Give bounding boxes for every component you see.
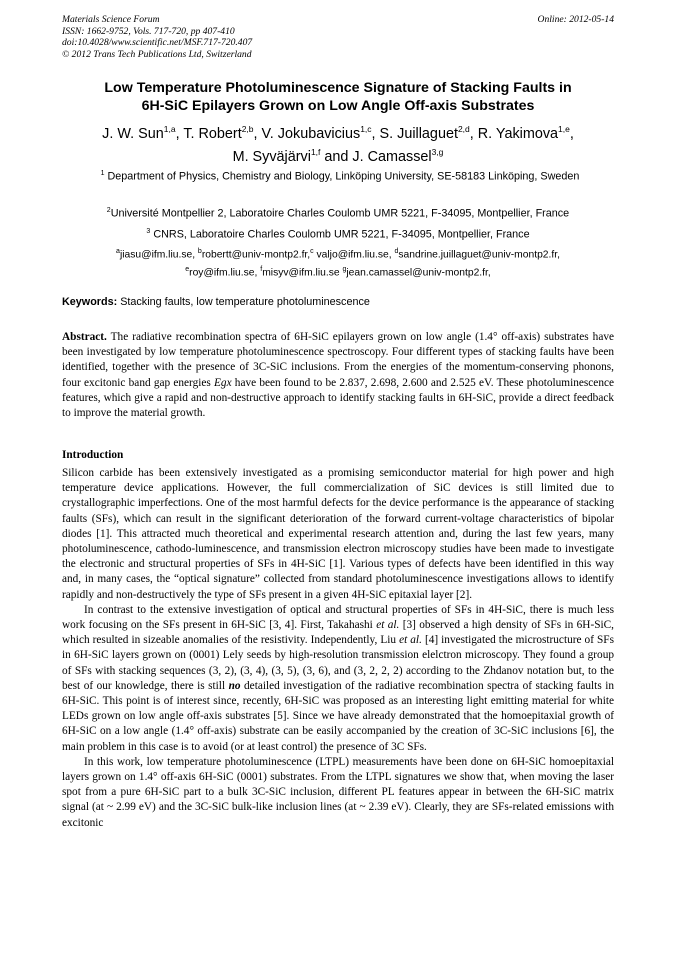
email-mark: b: [197, 248, 202, 255]
author-name: J. Camassel: [352, 149, 432, 166]
affiliation-text: Department of Physics, Chemistry and Biology, Linköping University, SE-58183 Linköping, Sweden: [107, 170, 580, 183]
keywords-text: Stacking faults, low temperature photoluminescence: [117, 296, 370, 308]
affiliation-number: 2: [106, 207, 111, 214]
intro-paragraph-1: Silicon carbide has been extensively investigated as a promising semiconductor material for high power and high temperature device applications. However, the full commercialization of SiC devices is still limited due to crystallographic imperfections. One of the most harmful defects for the device performance is the appearance of stacking faults (SFs), which can result in the significant deterioration of the forward current-voltage characteristics of bipolar diodes [1]. This attracted much theoretical and experimental research attention and, during the last few years, many photoluminescence, cathodo-luminescence, and transmission electron microscopy studies have been made to investigate the electronic and structural properties of SFs in 4H-SiC [1]. Various types of defects have been identified in this way and, in many cases, the “optical signature” collected from standard photoluminescence investigations allows to identify rapidly and non-destructively the type of SFs present in a given 4H-SiC epitaxial layer [2].: [62, 467, 614, 601]
affiliation-number: 1: [100, 170, 105, 177]
author-separator: ,: [469, 125, 478, 142]
author: [262, 126, 380, 142]
paragraph-text: detailed investigation of the radiative recombination spectra of stacking faults in 6H-SiC. This point is of interest since, recently, 6H-SiC was proposed as an interesting light emitting material for white LEDs grown on low angle off-axis substrates [5]. Since we have already demonstrated that the homoepitaxial growth of 6H-SiC on a low angle (1.4° off-axis) substrate can be easily accompanied by the creation of 3C-SiC inclusions [6], the main problem in this case is to avoid (or at least control) the presence of 3C SFs.: [62, 679, 614, 753]
author-separator: ,: [569, 125, 574, 142]
affiliation-3: [62, 224, 614, 243]
email-link[interactable]: roy@ifm.liu.se,: [189, 267, 261, 279]
author-separator: ,: [253, 125, 262, 142]
paragraph-emphasis: no: [228, 679, 241, 692]
author: [352, 149, 443, 165]
doi-line: doi:10.4028/www.scientific.net/MSF.717-720.407: [62, 37, 253, 49]
intro-paragraph-3: In this work, low temperature photoluminescence (LTPL) measurements have been done on 6H-SiC homoepitaxial layers grown on 1.4° off-axis 6H-SiC (0001) substrates. From the LTPL signatures we show that, when moving the laser spot from a pure 6H-SiC part to a bulk 3C-SiC inclusion, different PL features appear in between the 6H-SiC matrix signal (at ~ 2.99 eV) and the 3C-SiC bulk-like inclusion lines (at ~ 2.39 eV). Clearly, they are SFs-related emissions with excitonic: [62, 755, 614, 829]
email-link[interactable]: robertt@univ-montp2.fr,: [201, 249, 311, 261]
affiliation-1: [70, 166, 610, 185]
paper-title: [62, 79, 614, 115]
author-name: V. Jokubavicius: [261, 125, 361, 142]
paragraph-italic: et al.: [399, 634, 422, 647]
journal-header: [62, 14, 614, 60]
author-affiliation-mark: 2,d: [457, 124, 470, 134]
author: [478, 126, 574, 142]
email-mark: d: [394, 248, 399, 255]
email-link[interactable]: valjo@ifm.liu.se,: [313, 249, 395, 261]
paragraph-text: In contrast to the extensive investigation of optical and structural properties of SFs in 4H-SiC, there is much less work focusing on the SFs present in 6H-SiC [3, 4]. First, Takahashi: [62, 603, 614, 632]
abstract-symbol: Egx: [214, 376, 232, 389]
email-mark: a: [116, 248, 120, 255]
online-date: Online: 2012-05-14: [537, 14, 614, 25]
author-name: R. Yakimova: [477, 125, 559, 142]
title-line-1: Low Temperature Photoluminescence Signature of Stacking Faults in: [104, 80, 572, 96]
affiliation-2: [62, 203, 614, 222]
author-affiliation-mark: 1,e: [558, 124, 570, 134]
email-mark: c: [310, 248, 314, 255]
abstract-text: have been found to be 2.837, 2.698, 2.600 and 2.525 eV. These photoluminescence features, which give a rapid and non-destructive approach to identify stacking faults in 6H-SiC, provide a direct feedback to improve the material growth.: [62, 376, 614, 420]
email-link[interactable]: sandrine.juillaguet@univ-montp2.fr,: [398, 249, 560, 261]
author-name: S. Juillaguet: [379, 125, 458, 142]
email-link[interactable]: jean.camassel@univ-montp2.fr,: [346, 267, 491, 279]
paragraph-text: [3] observed a high density of SFs in 6H-SiC, which resulted in sizeable anomalies of the resistivity. Independently, Liu: [62, 619, 614, 647]
author-name: J. W. Sun: [102, 125, 164, 142]
affiliation-text: CNRS, Laboratoire Charles Coulomb UMR 5221, F-34095, Montpellier, France: [153, 228, 530, 241]
journal-name: Materials Science Forum: [62, 14, 160, 25]
author-name: M. Syväjärvi: [232, 149, 311, 166]
author-affiliation-mark: 1,f: [310, 147, 321, 158]
abstract: [62, 330, 614, 421]
affiliation-text: Université Montpellier 2, Laboratoire Charles Coulomb UMR 5221, F-34095, Montpellier, France: [110, 207, 570, 220]
email-link[interactable]: jiasu@ifm.liu.se,: [119, 249, 198, 261]
email-link[interactable]: misyv@ifm.liu.se: [262, 267, 343, 279]
author: [380, 126, 478, 142]
copyright-line: © 2012 Trans Tech Publications Ltd, Switzerland: [62, 48, 252, 60]
author: [102, 126, 183, 142]
email-list: [62, 245, 614, 281]
email-mark: f: [260, 265, 263, 273]
abstract-text: The radiative recombination spectra of 6H-SiC epilayers grown on low angle (1.4° off-axis) substrates have been investigated by low temperature photoluminescence spectroscopy. Four different types of stacking faults have been identified, together with the presence of 3C-SiC inclusions. From the energies of the momentum-conserving phonons, four excitonic band gap energies: [62, 331, 614, 389]
author-list: [62, 120, 614, 167]
author-separator: ,: [371, 125, 380, 142]
author: [183, 126, 261, 142]
author: [233, 149, 353, 165]
author-affiliation-mark: 1,c: [360, 124, 372, 134]
section-heading-introduction: Introduction: [62, 449, 124, 461]
author-affiliation-mark: 3,g: [431, 147, 444, 158]
abstract-label: Abstract.: [62, 331, 107, 343]
paragraph-text: [4] investigated the microstructure of SFs in 6H-SiC layers grown on (0001) Lely seeds by high-resolution transmission elelctron microscopy. They found a group of SFs with stacking sequences (3, 2), (3, 4), (3, 5), (3, 6), and (3, 2, 2, 2) according to the Zhdanov notation but, to the best of our knowledge, there is still: [62, 634, 614, 692]
title-line-2: 6H-SiC Epilayers Grown on Low Angle Off-axis Substrates: [141, 98, 535, 114]
issn-line: ISSN: 1662-9752, Vols. 717-720, pp 407-410: [62, 25, 235, 37]
email-mark: e: [185, 265, 190, 273]
author-affiliation-mark: 2,b: [241, 124, 254, 134]
keywords-line: [62, 295, 614, 309]
affiliation-number: 3: [146, 228, 151, 235]
author-name: T. Robert: [183, 125, 242, 142]
keywords-label: Keywords:: [62, 296, 118, 308]
email-mark: g: [342, 265, 347, 273]
paragraph-italic: et al.: [376, 619, 400, 632]
introduction-body: [62, 466, 614, 831]
author-separator: ,: [175, 125, 184, 142]
author-separator: and: [320, 149, 353, 166]
author-affiliation-mark: 1,a: [163, 124, 176, 134]
intro-paragraph-2: [62, 603, 614, 755]
